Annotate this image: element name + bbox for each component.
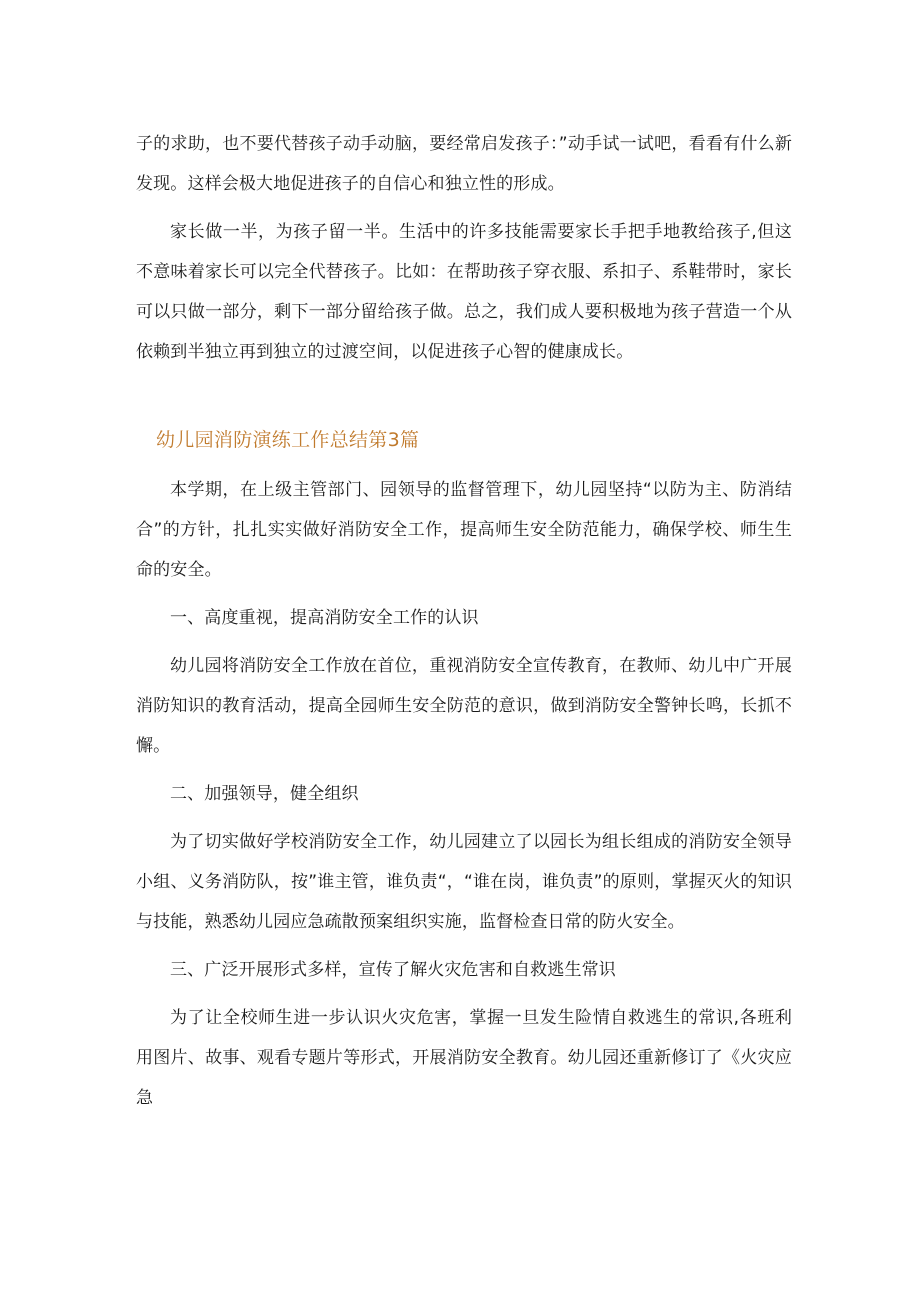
paragraph-parent-half: 家长做一半，为孩子留一半。生活中的许多技能需要家长手把手地教给孩子,但这不意味着家长可以完全代替孩子。比如：在帮助孩子穿衣服、系扣子、系鞋带时，家长可以只做一部分，剩下一部分留给孩子做。总之，我们成人要积极地为孩子营造一个从依赖到半独立再到独立的过渡空间，以促进孩子心智的健康成长。: [136, 222, 792, 362]
paragraph-intro-continuation: 子的求助，也不要代替孩子动手动脑，要经常启发孩子：”动手试一试吧，看看有什么新发现。这样会极大地促进孩子的自信心和独立性的形成。: [136, 134, 792, 194]
paragraph-point-two: 为了切实做好学校消防安全工作，幼儿园建立了以园长为组长组成的消防安全领导小组、义务消防队，按”谁主管，谁负责“，“谁在岗，谁负责”的原则，掌握灭火的知识与技能，熟悉幼儿园应急疏散预案组织实施，监督检查日常的防火安全。: [136, 832, 792, 932]
heading-point-three: 三、广泛开展形式多样，宣传了解火灾危害和自救逃生常识: [170, 960, 616, 980]
document-body: [136, 124, 792, 1118]
section-title: 幼儿园消防演练工作总结第3篇: [156, 429, 420, 451]
paragraph-point-three: 为了让全校师生进一步认识火灾危害，掌握一旦发生险情自救逃生的常识,各班利用图片、故事、观看专题片等形式，开展消防安全教育。幼儿园还重新修订了《火灾应急: [136, 1008, 792, 1108]
heading-point-one: 一、高度重视，提高消防安全工作的认识: [170, 608, 479, 628]
paragraph-point-one: 幼儿园将消防安全工作放在首位，重视消防安全宣传教育，在教师、幼儿中广开展消防知识的教育活动，提高全园师生安全防范的意识，做到消防安全警钟长鸣，长抓不懈。: [136, 656, 792, 756]
paragraph-semester-overview: 本学期，在上级主管部门、园领导的监督管理下，幼儿园坚持“以防为主、防消结合”的方针，扎扎实实做好消防安全工作，提高师生安全防范能力，确保学校、师生生命的安全。: [136, 480, 792, 580]
heading-point-two: 二、加强领导，健全组织: [170, 784, 359, 804]
